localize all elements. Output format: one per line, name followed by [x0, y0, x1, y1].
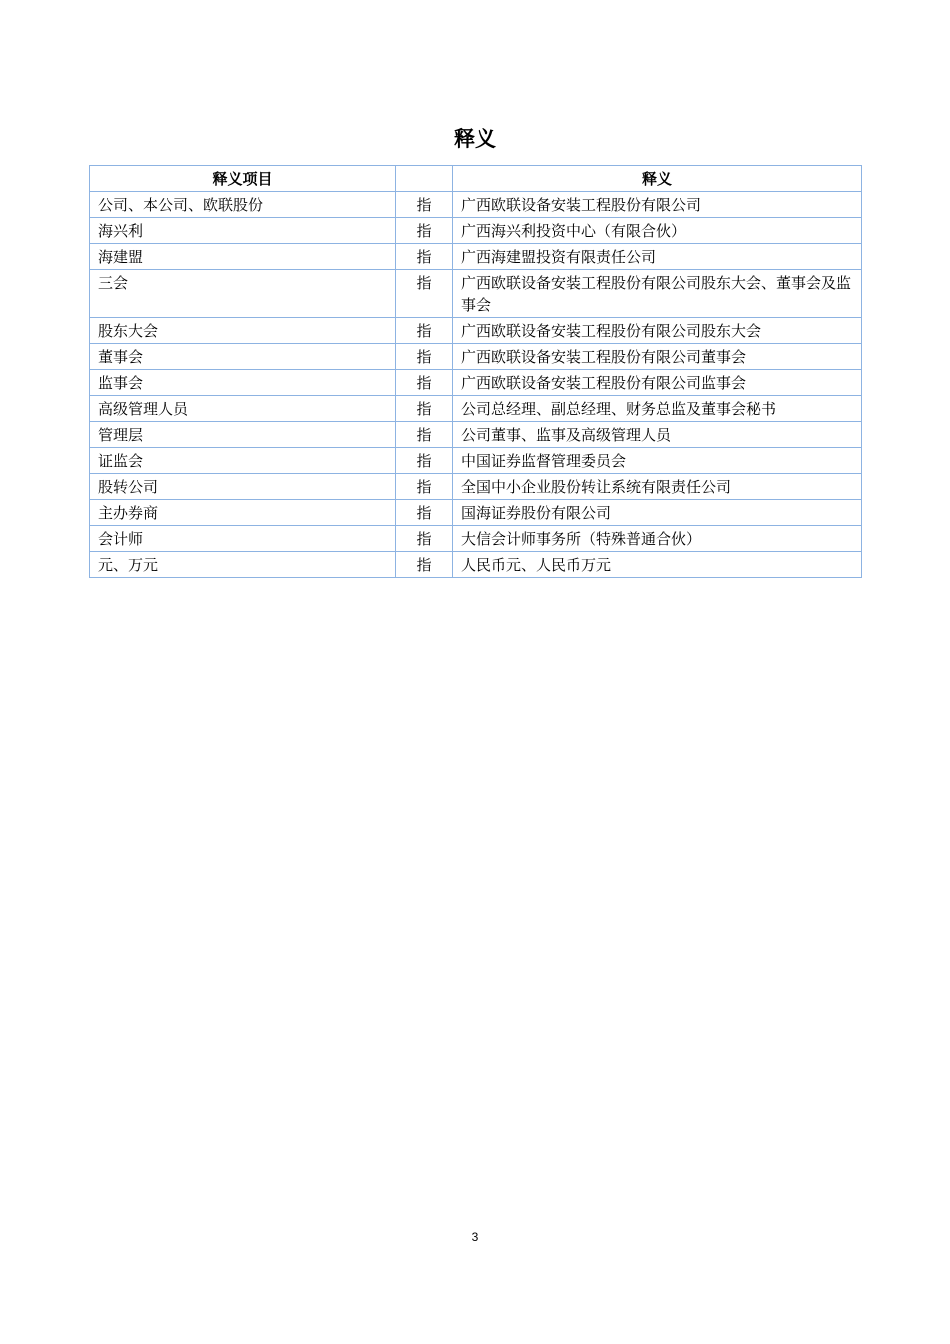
header-term: 释义项目: [90, 166, 396, 192]
cell-ref: 指: [396, 500, 453, 526]
cell-ref: 指: [396, 218, 453, 244]
cell-term: 会计师: [90, 526, 396, 552]
cell-term: 董事会: [90, 344, 396, 370]
cell-ref: 指: [396, 396, 453, 422]
table-row: [90, 474, 862, 500]
cell-ref: 指: [396, 344, 453, 370]
cell-term: 主办券商: [90, 500, 396, 526]
definitions-table: [89, 165, 862, 578]
cell-term: 海兴利: [90, 218, 396, 244]
table-row: [90, 270, 862, 318]
cell-ref: 指: [396, 270, 453, 318]
table-row: [90, 396, 862, 422]
cell-meaning: 广西欧联设备安装工程股份有限公司董事会: [453, 344, 862, 370]
cell-meaning: 人民币元、人民币万元: [453, 552, 862, 578]
cell-meaning: 中国证券监督管理委员会: [453, 448, 862, 474]
cell-ref: 指: [396, 474, 453, 500]
cell-term: 管理层: [90, 422, 396, 448]
cell-term: 股转公司: [90, 474, 396, 500]
table-row: [90, 448, 862, 474]
table-row: [90, 526, 862, 552]
cell-ref: 指: [396, 370, 453, 396]
cell-meaning: 广西海兴利投资中心（有限合伙）: [453, 218, 862, 244]
cell-term: 三会: [90, 270, 396, 318]
page-title: 释义: [454, 127, 496, 151]
table-row: [90, 370, 862, 396]
cell-ref: 指: [396, 192, 453, 218]
cell-meaning: 广西欧联设备安装工程股份有限公司股东大会、董事会及监事会: [453, 270, 862, 318]
cell-term: 高级管理人员: [90, 396, 396, 422]
cell-meaning: 全国中小企业股份转让系统有限责任公司: [453, 474, 862, 500]
page-number: 3: [471, 1230, 479, 1244]
table-row: [90, 500, 862, 526]
cell-ref: 指: [396, 422, 453, 448]
cell-ref: 指: [396, 318, 453, 344]
cell-term: 海建盟: [90, 244, 396, 270]
header-ref: [396, 166, 453, 192]
cell-term: 元、万元: [90, 552, 396, 578]
cell-term: 公司、本公司、欧联股份: [90, 192, 396, 218]
cell-term: 证监会: [90, 448, 396, 474]
cell-meaning: 广西海建盟投资有限责任公司: [453, 244, 862, 270]
table-row: [90, 344, 862, 370]
table-row: [90, 244, 862, 270]
table-row: [90, 318, 862, 344]
cell-ref: 指: [396, 244, 453, 270]
table-row: [90, 422, 862, 448]
cell-ref: 指: [396, 448, 453, 474]
header-meaning: 释义: [453, 166, 862, 192]
cell-meaning: 广西欧联设备安装工程股份有限公司股东大会: [453, 318, 862, 344]
table-row: [90, 552, 862, 578]
cell-meaning: 公司总经理、副总经理、财务总监及董事会秘书: [453, 396, 862, 422]
cell-meaning: 广西欧联设备安装工程股份有限公司监事会: [453, 370, 862, 396]
cell-meaning: 广西欧联设备安装工程股份有限公司: [453, 192, 862, 218]
cell-ref: 指: [396, 526, 453, 552]
cell-ref: 指: [396, 552, 453, 578]
cell-meaning: 大信会计师事务所（特殊普通合伙）: [453, 526, 862, 552]
table-row: [90, 218, 862, 244]
table-header-row: [90, 166, 862, 192]
cell-meaning: 公司董事、监事及高级管理人员: [453, 422, 862, 448]
table-row: [90, 192, 862, 218]
cell-term: 股东大会: [90, 318, 396, 344]
cell-term: 监事会: [90, 370, 396, 396]
cell-meaning: 国海证券股份有限公司: [453, 500, 862, 526]
